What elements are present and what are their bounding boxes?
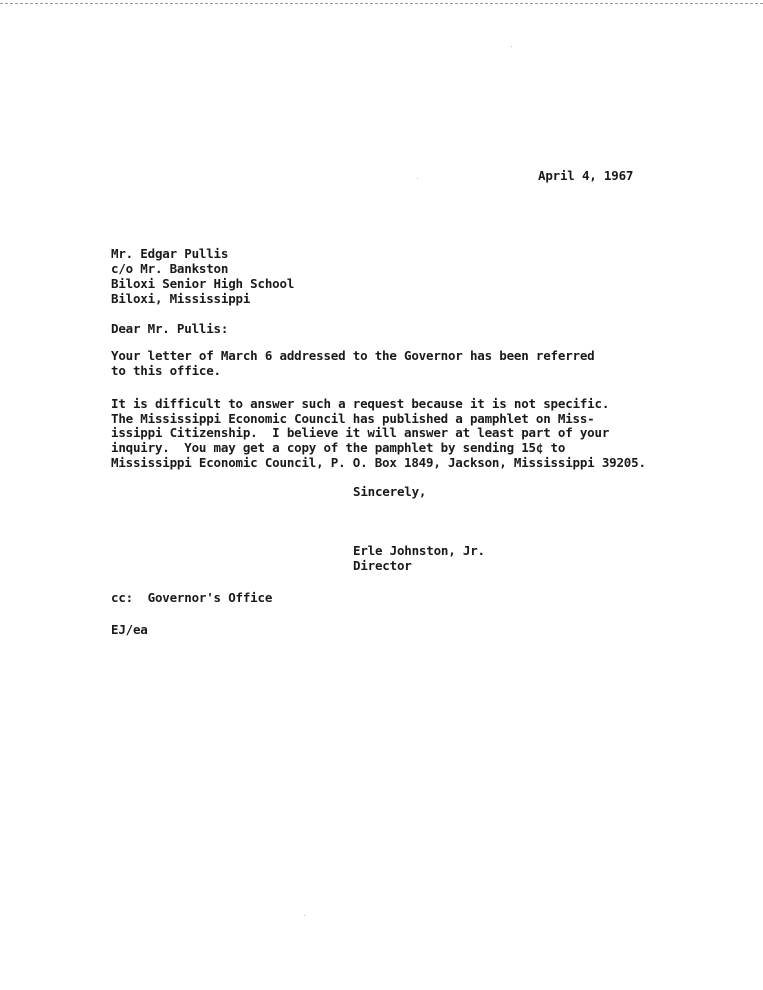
- letter-date: April 4, 1967: [538, 168, 634, 183]
- paper-speck: [304, 915, 305, 916]
- recipient-address-line: Mr. Edgar Pullis: [111, 246, 229, 261]
- signer-name: Erle Johnston, Jr.: [353, 543, 485, 558]
- reference-initials: EJ/ea: [111, 622, 148, 637]
- paper-speck: [417, 178, 418, 179]
- recipient-address-line: c/o Mr. Bankston: [111, 261, 229, 276]
- body-paragraph-2-line: The Mississippi Economic Council has published a pamphlet on Miss-: [111, 411, 595, 426]
- body-paragraph-2-line: It is difficult to answer such a request because it is not specific.: [111, 396, 610, 411]
- body-paragraph-2-line: Mississippi Economic Council, P. O. Box 1849, Jackson, Mississippi 39205.: [111, 455, 646, 470]
- salutation: Dear Mr. Pullis:: [111, 321, 229, 336]
- carbon-copy-line: cc: Governor's Office: [111, 590, 273, 605]
- paper-speck: [511, 46, 512, 47]
- body-paragraph-2-line: inquiry. You may get a copy of the pamphlet by sending 15¢ to: [111, 440, 566, 455]
- complimentary-closing: Sincerely,: [353, 484, 427, 499]
- body-paragraph-1-line: to this office.: [111, 363, 221, 378]
- body-paragraph-2-line: issippi Citizenship. I believe it will answer at least part of your: [111, 425, 610, 440]
- signer-title: Director: [353, 558, 412, 573]
- body-paragraph-1-line: Your letter of March 6 addressed to the Governor has been referred: [111, 348, 595, 363]
- page-top-edge: [0, 3, 763, 4]
- recipient-address-line: Biloxi Senior High School: [111, 276, 295, 291]
- recipient-address-line: Biloxi, Mississippi: [111, 291, 251, 306]
